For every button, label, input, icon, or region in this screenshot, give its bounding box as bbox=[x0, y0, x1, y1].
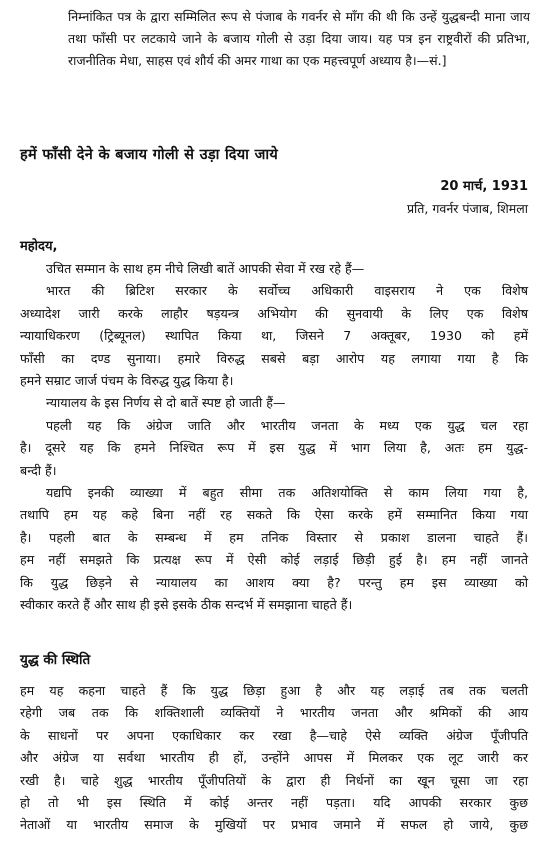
body-line: है। दूसरे यह कि हमने निश्चित रूप में इस युद्ध में भाग लिया है, अतः हम युद्ध- bbox=[20, 440, 528, 456]
section-heading: युद्ध की स्थिति bbox=[20, 652, 91, 668]
section-line: रहेगी जब तक कि शक्तिशाली व्यक्तियों ने भारतीय जनता और श्रमिकों की आय bbox=[20, 705, 528, 721]
section-line: और अंग्रेज या सर्वथा भारतीय ही हों, उन्होंने आपस में मिलकर एक लूट जारी कर bbox=[20, 750, 528, 766]
body-line: पहली यह कि अंग्रेज जाति और भारतीय जनता के मध्य एक युद्ध चल रहा bbox=[46, 417, 528, 433]
body-line: कि युद्ध छिड़ने से न्यायालय का आशय क्या है? परन्तु हम इस व्याख्या को bbox=[20, 574, 528, 590]
body-line: हमने सम्राट जार्ज पंचम के विरुद्ध युद्ध किया है। bbox=[20, 373, 234, 389]
section-line: नेताओं या भारतीय समाज के मुखियों पर प्रभाव जमाने में सफल हो जाये, कुछ bbox=[20, 817, 528, 833]
letter-salutation: महोदय, bbox=[20, 239, 58, 254]
body-line: हम नहीं समझते कि प्रत्यक्ष रूप में ऐसी कोई लड़ाई छिड़ी हुई है। हम नहीं जानते bbox=[20, 552, 528, 568]
body-line: फाँसी का दण्ड सुनाया। हमारे विरुद्ध सबसे बड़ा आरोप यह लगाया गया है कि bbox=[20, 350, 528, 366]
section-line: हो तो भी इस स्थिति में कोई अन्तर नहीं पड़ता। यदि आपकी सरकार कुछ bbox=[20, 795, 528, 811]
section-line: हम यह कहना चाहते हैं कि युद्ध छिड़ा हुआ है और यह लड़ाई तब तक चलती bbox=[20, 683, 528, 698]
letter-title: हमें फाँसी देने के बजाय गोली से उड़ा दिया जाये bbox=[20, 147, 279, 163]
letter-addressee: प्रति, गवर्नर पंजाब, शिमला bbox=[406, 201, 528, 216]
body-line: है। पहली बात के सम्बन्ध में हम तनिक विस्तार से प्रकाश डालना चाहते हैं। bbox=[20, 529, 528, 545]
body-line: बन्दी हैं। bbox=[20, 462, 57, 478]
body-line: उचित सम्मान के साथ हम नीचे लिखी बातें आपकी सेवा में रख रहे हैं— bbox=[46, 261, 365, 276]
section-body bbox=[20, 680, 528, 837]
body-line: स्वीकार करते हैं और साथ ही इसे इसके ठीक सन्दर्भ में समझाना चाहते हैं। bbox=[20, 597, 353, 613]
letter-body bbox=[20, 258, 528, 617]
body-line: न्यायाधिकरण (ट्रिब्यूनल) स्थापित किया था, जिसने 7 अक्तूबर, 1930 को हमें bbox=[20, 328, 528, 344]
section-line: के साधनों पर अपना एकाधिकार कर रखा है—चाहे ऐसे व्यक्ति अंग्रेज पूँजीपति bbox=[20, 727, 528, 743]
letter-date: 20 मार्च, 1931 bbox=[440, 179, 528, 194]
editor-intro-note: निम्नांकित पत्र के द्वारा सम्मिलित रूप से पंजाब के गवर्नर से माँग की थी कि उन्हें युद्धबन्दी माना जाय तथा फाँसी पर लटकाये जाने के बजाय गोली से उड़ा दिया जाय। यह पत्र इन राष्ट्रवीरों की प्रतिभा, राजनीतिक मेधा, साहस एवं शौर्य की अमर गाथा का एक महत्त्वपूर्ण अध्याय है।—सं.] bbox=[68, 9, 530, 69]
body-line: अध्यादेश जारी करके लाहौर षड़यन्त्र अभियोग की सुनवायी के लिए एक विशेष bbox=[20, 305, 528, 321]
section-line: रखी है। चाहे शुद्ध भारतीय पूँजीपतियों के द्वारा ही निर्धनों का खून चूसा जा रहा bbox=[20, 772, 528, 788]
body-line: भारत की ब्रिटिश सरकार के सर्वोच्च अधिकारी वाइसराय ने एक विशेष bbox=[46, 283, 528, 299]
body-line: न्यायालय के इस निर्णय से दो बातें स्पष्ट हो जाती हैं— bbox=[46, 395, 286, 411]
body-line: तथापि हम यह कहे बिना नहीं रह सकते कि ऐसा करके हमें सम्मानित किया गया bbox=[20, 507, 528, 523]
body-line: यद्यपि इनकी व्याख्या में बहुत सीमा तक अतिशयोक्ति से काम लिया गया है, bbox=[46, 485, 528, 501]
